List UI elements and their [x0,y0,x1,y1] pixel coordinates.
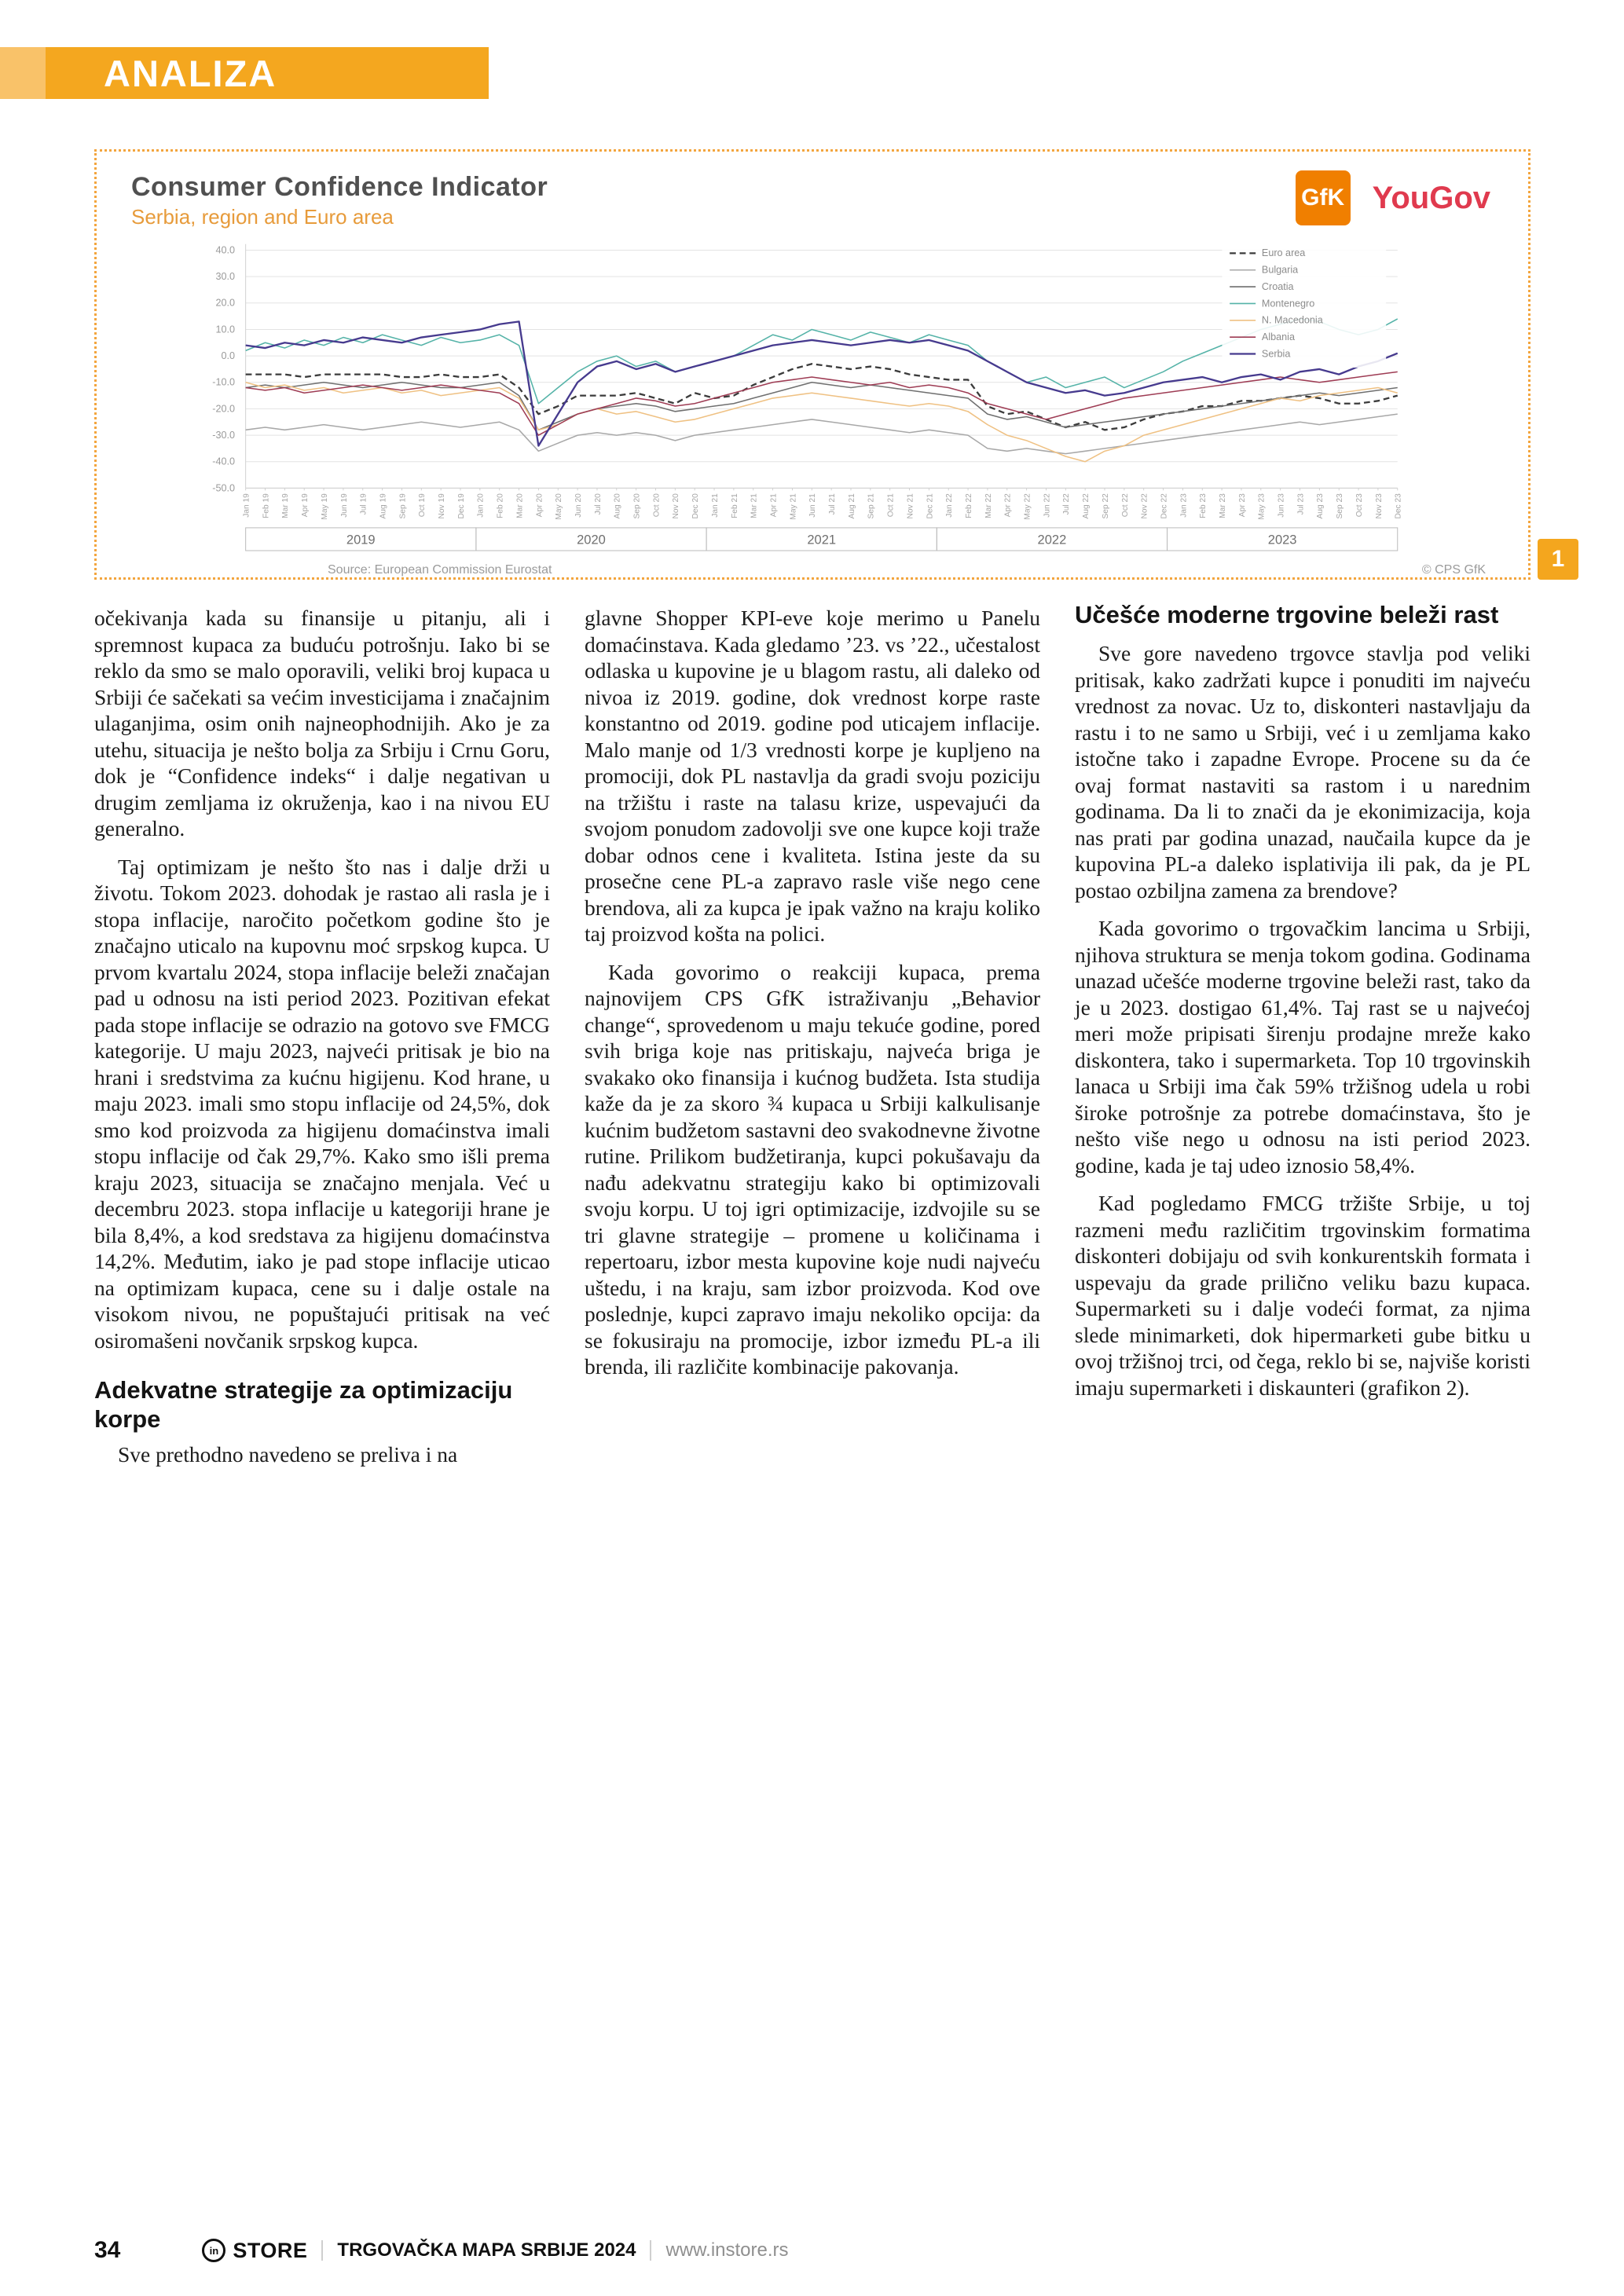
svg-text:2023: 2023 [1267,533,1297,547]
chart-title: Consumer Confidence Indicator [131,172,548,202]
svg-text:Nov 22: Nov 22 [1140,493,1149,519]
svg-text:N. Macedonia: N. Macedonia [1261,314,1323,326]
svg-text:Dec 21: Dec 21 [926,493,935,519]
svg-text:-10.0: -10.0 [212,376,236,388]
svg-text:Apr 19: Apr 19 [301,493,310,518]
svg-text:Bulgaria: Bulgaria [1261,264,1299,276]
svg-text:Jul 22: Jul 22 [1062,493,1072,515]
svg-text:May 21: May 21 [789,493,798,520]
svg-text:Sep 20: Sep 20 [632,493,642,519]
svg-text:Jan 19: Jan 19 [242,493,251,518]
text-column-2 [585,605,1040,1468]
svg-text:Jun 22: Jun 22 [1043,493,1052,518]
chart-logos [1296,167,1497,225]
instore-logo-mark: in [202,2239,225,2262]
body-paragraph: Kad pogledamo FMCG tržište Srbije, u toj razmeni među različitim trgovinskim formatima diskonteri dobijaju od svih konkurentskih formata i uspevaju da grade prilično veliku bazu kupaca. Supermarketi su i dalje vodeći format, za njima slede minimarketi, dok hipermarketi gube bitku u ovoj tržišnoj trci, od čega, reklo bi se, najviše koristi imaju supermarketi i diskaunteri (grafikon 2). [1075,1191,1531,1400]
page-number: 34 [94,2237,121,2263]
subheading-basket-optimization: Adekvatne strategije za optimizaciju korpe [94,1376,513,1433]
svg-text:Jun 19: Jun 19 [339,493,349,518]
page-footer [94,2237,1531,2264]
svg-text:Feb 21: Feb 21 [730,493,739,518]
footer-divider [321,2240,323,2261]
svg-text:-20.0: -20.0 [212,403,236,415]
svg-text:Feb 20: Feb 20 [496,493,505,518]
svg-text:Jul 21: Jul 21 [828,493,838,515]
svg-text:40.0: 40.0 [215,244,236,256]
svg-text:Mar 23: Mar 23 [1218,493,1227,518]
svg-text:Jun 23: Jun 23 [1277,493,1286,518]
svg-text:Nov 20: Nov 20 [672,493,681,519]
chart-titles [131,167,548,230]
svg-text:Apr 22: Apr 22 [1003,493,1013,518]
section-header-bar [46,47,489,99]
svg-text:Oct 22: Oct 22 [1120,493,1130,518]
body-paragraph: Sve gore navedeno trgovce stavlja pod veliki pritisak, kako zadržati kupce i ponuditi im najveću vrednost za novac. Uz to, diskonteri nastavljaju da rastu i to ne samo u Srbiji, već i u zemljama kako istočne tako i zapadne Evrope. Procene su da će ovaj format nastaviti sa rastom i u narednim godinama. Da li to znači da je ekonimizacija, koja nas prati par godina unazad, naučaila kupce da je kupovina PL-a daleko isplativija ili pak, da je PL postao ozbiljna zamena za brendove? [1075,641,1531,903]
svg-text:Jan 21: Jan 21 [710,493,720,518]
svg-text:Mar 19: Mar 19 [281,493,291,518]
svg-text:Aug 19: Aug 19 [379,493,388,519]
chart-source: Source: European Commission Eurostat [328,563,552,577]
svg-text:Jul 19: Jul 19 [359,493,368,515]
gfk-logo: GfK [1296,170,1351,225]
svg-text:Nov 23: Nov 23 [1374,493,1384,519]
svg-text:Nov 21: Nov 21 [906,493,915,519]
svg-text:Oct 21: Oct 21 [886,493,896,518]
svg-text:Jan 23: Jan 23 [1179,493,1189,518]
svg-text:Aug 21: Aug 21 [847,493,856,519]
figure-number-badge: 1 [1538,539,1578,580]
svg-text:Sep 21: Sep 21 [867,493,876,519]
instore-logo-text: STORE [233,2238,308,2262]
svg-text:2021: 2021 [807,533,837,547]
svg-text:2020: 2020 [577,533,606,547]
svg-text:Jun 21: Jun 21 [808,493,818,518]
website-link[interactable]: www.instore.rs [665,2239,789,2261]
svg-text:Feb 23: Feb 23 [1199,493,1208,518]
section-title: ANALIZA [104,52,277,94]
svg-text:Nov 19: Nov 19 [438,493,447,519]
svg-text:Jul 23: Jul 23 [1296,493,1306,515]
svg-text:Albania: Albania [1261,331,1296,343]
publication-title: TRGOVAČKA MAPA SRBIJE 2024 [337,2239,636,2261]
text-column-1 [94,605,550,1468]
svg-text:Sep 19: Sep 19 [398,493,408,519]
chart-copyright: © CPS GfK [1421,563,1486,577]
svg-text:Dec 19: Dec 19 [456,493,466,519]
svg-text:Euro area: Euro area [1261,247,1306,259]
svg-text:Mar 22: Mar 22 [984,493,993,518]
body-paragraph: očekivanja kada su finansije u pitanju, ali i spremnost kupaca za buduću potrošnju. Iako bi se reklo da smo se malo oporavili, veliki broj kupaca u Srbiji će sačekati sa većim investicijama i značajnim ulaganjima, osim onih najneophodnijih. Ako je za utehu, situacija je nešto bolja za Srbiju i Crnu Goru, dok je “Confidence indeks“ i dalje negativan u drugim zemljama iz okruženja, kao i na nivou EU generalno. [94,606,550,840]
svg-text:Apr 23: Apr 23 [1237,493,1247,518]
svg-text:Oct 23: Oct 23 [1355,493,1364,518]
chart-subtitle: Serbia, region and Euro area [131,205,394,229]
svg-text:May 22: May 22 [1023,493,1032,520]
yougov-logo: YouGov [1372,180,1490,215]
svg-text:2019: 2019 [346,533,376,547]
svg-text:Oct 20: Oct 20 [652,493,662,518]
svg-text:Apr 20: Apr 20 [535,493,544,518]
svg-text:Aug 22: Aug 22 [1082,493,1091,519]
svg-text:2022: 2022 [1037,533,1067,547]
svg-text:Jan 20: Jan 20 [476,493,486,518]
body-paragraph: Kada govorimo o reakciji kupaca, prema najnovijem CPS GfK istraživanju „Behavior change“, sprovedenom u maju tekuće godine, pored svih briga koje nas pritiskaju, najveća briga je svakako oko finansija i kućnog budžeta. Ista studija kaže da je za skoro ¾ kupaca u Srbiji kalkulisanje kućnim budžetom sastavni deo svakodnevne životne rutine. Prilikom budžetiranja, kupci pokušavaju da nađu adekvatnu strategiju kako bi optimizovali svoju korpu. U toj igri optimizacije, izdvojile su se tri glavne strategije – promene u količinama i repertoaru, izbor mesta kupovine koje nudi najveću uštedu, i na kraju, sam izbor proizvoda. Kod ove poslednje, kupci zapravo imaju nekoliko opcija: da se fokusiraju na promocije, izbor između PL-a ili brenda, ili različite kombinacije pakovanja. [585,959,1040,1379]
article-body [94,601,1531,1468]
svg-text:Serbia: Serbia [1261,348,1291,360]
svg-text:Jan 22: Jan 22 [945,493,955,518]
svg-text:Croatia: Croatia [1261,280,1294,292]
header-accent-strip [0,47,46,99]
svg-text:Jun 20: Jun 20 [574,493,583,518]
text-column-3 [1075,601,1531,1468]
svg-text:Sep 23: Sep 23 [1336,493,1345,519]
body-paragraph: glavne Shopper KPI-eve koje merimo u Panelu domaćinstava. Kada gledamo ’23. vs ’22., učestalost odlaska u kupovine je u blagom rastu, ali daleko od nivoa iz 2019. godine, dok vrednost korpe raste konstantno od 2019. godine pod uticajem inflacije. Malo manje od 1/3 vrednosti korpe je kupljeno na promociji, dok PL nastavlja da gradi svoju poziciju na tržištu i raste na talasu krize, uspevajući da svojom ponudom zadovolji sve one kupce koji traže dobar odnos cene i kvaliteta. Istina jeste da su prosečne cene PL-a zapravo rasle više nego cene brendova, ali za kupca je ipak važno na kraju koliko taj proizvod košta na polici. [585,606,1040,946]
subheading-modern-trade-growth: Učešće moderne trgovine beleži rast [1075,601,1499,628]
chart-panel [94,149,1565,580]
svg-text:Montenegro: Montenegro [1261,298,1315,309]
svg-text:Feb 19: Feb 19 [262,493,271,518]
footer-divider [650,2240,651,2261]
svg-text:Jul 20: Jul 20 [593,493,603,515]
body-paragraph: Taj optimizam je nešto što nas i dalje drži u životu. Tokom 2023. dohodak je rastao ali rasla je i stopa inflacije, naročito početkom godine što je značajno uticalo na kupovnu moć srpskog kupca. U prvom kvartalu 2024, stopa inflacije beleži značajan pad u odnosu na isti period 2023. Pozitivan efekat pada stope inflacije se odrazio na gotovo sve FMCG kategorije. U maju 2023, najveći pritisak je bio na hrani i sredstvima za kućnu higijenu. Kod hrane, u maju 2023. imali smo stopu inflacije od 24,5%, dok smo kod proizvoda za higijenu domaćinstva imali stopu inflacije od čak 29,7%. Kako smo išli prema kraju 2023, situacija se značajno menjala. Već u decembru 2023. stopa inflacije u kategoriji hrane je bila 8,4%, a kod sredstava za higijenu domaćinstva 14,2%. Međutim, iako je pad stope inflacije uticao na optimizam kupaca, cene su i dalje ostale na visokom nivou, ne popuštajući pritisak na već osiromašeni novčanik srpskog kupca. [94,854,550,1353]
svg-text:Mar 21: Mar 21 [750,493,759,518]
svg-text:Aug 20: Aug 20 [613,493,622,519]
svg-text:0.0: 0.0 [221,350,236,361]
body-paragraph: Sve prethodno navedeno se preliva i na [118,1442,458,1467]
svg-text:Dec 22: Dec 22 [1160,493,1169,519]
svg-text:Dec 20: Dec 20 [691,493,701,519]
svg-text:May 23: May 23 [1257,493,1267,520]
instore-logo [202,2239,307,2263]
svg-text:Feb 22: Feb 22 [964,493,973,518]
svg-text:May 20: May 20 [555,493,564,520]
svg-text:Apr 21: Apr 21 [769,493,779,518]
svg-text:-30.0: -30.0 [212,429,236,441]
chart-header [131,167,1497,235]
body-paragraph: Kada govorimo o trgovačkim lancima u Srbiji, njihova struktura se menja tokom godina. Godinama unazad učešće moderne trgovine beleži rast, tako da je u 2023. dostigao 61,4%. Taj rast se u najvećoj meri može pripisati širenju prodajne mreže kako diskontera, tako i supermarketa. Top 10 trgovinskih lanaca u Srbiji ima čak 59% tržišnog udela u robi široke potrošnje za potrebe domaćinstava, što je nešto više nego u odnosu na isti period 2023. godine, kada je taj udeo iznosio 58,4%. [1075,916,1531,1177]
svg-text:-50.0: -50.0 [212,482,236,494]
svg-text:Dec 23: Dec 23 [1394,493,1403,519]
svg-text:Sep 22: Sep 22 [1101,493,1110,519]
svg-text:May 19: May 19 [320,493,329,520]
svg-text:Mar 20: Mar 20 [515,493,525,518]
svg-text:Aug 23: Aug 23 [1316,493,1325,519]
svg-text:10.0: 10.0 [215,324,236,335]
svg-text:-40.0: -40.0 [212,456,236,467]
svg-text:Oct 19: Oct 19 [418,493,427,518]
consumer-confidence-line-chart [131,236,1497,569]
svg-text:20.0: 20.0 [215,297,236,309]
svg-text:30.0: 30.0 [215,271,236,283]
